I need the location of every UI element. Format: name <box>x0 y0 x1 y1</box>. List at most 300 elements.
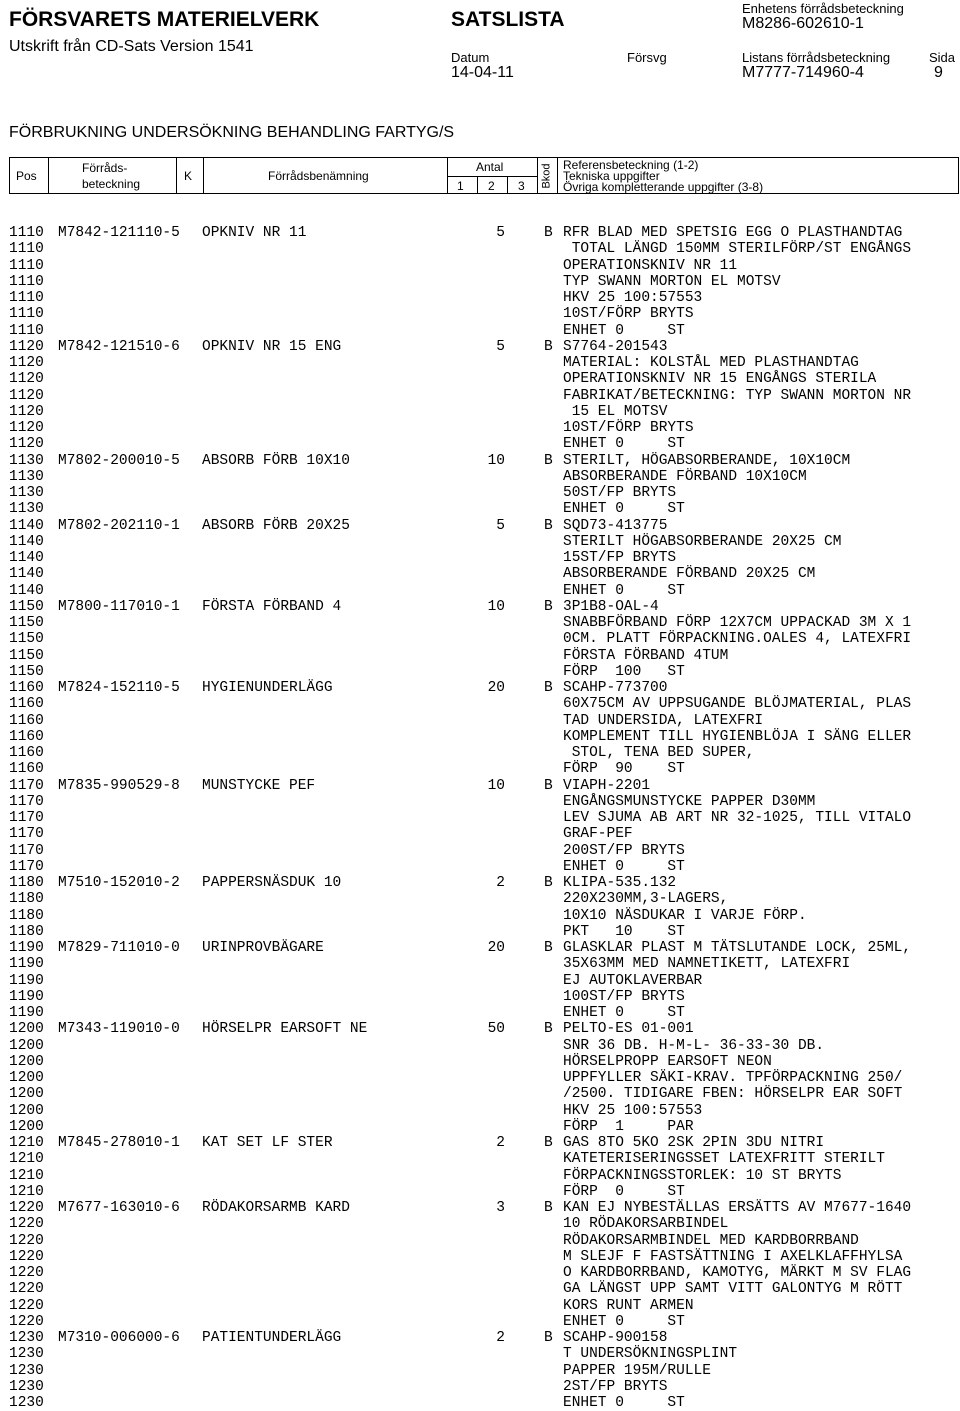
row-pos: 1160 <box>9 761 44 778</box>
table-row <box>9 518 959 534</box>
row-referens: PELTO-ES 01-001 <box>563 1021 694 1038</box>
row-pos: 1110 <box>9 257 44 274</box>
row-beteckning: M7835-990529-8 <box>58 777 180 794</box>
row-pos: 1190 <box>9 1005 44 1021</box>
row-referens: STERILT, HÖGABSORBERANDE, 10X10CM <box>563 452 851 469</box>
row-benamning: FÖRSTA FÖRBAND 4 <box>202 598 342 615</box>
row-pos: 1220 <box>9 1216 44 1233</box>
row-pos: 1130 <box>9 485 44 501</box>
row-referens: 35X63MM MED NAMNETIKETT, LATEXFRI <box>563 956 851 973</box>
row-pos: 1220 <box>9 1232 44 1249</box>
table-row <box>9 290 959 306</box>
row-referens: ENHET 0 ST <box>563 322 685 339</box>
table-row <box>9 956 959 972</box>
table-row <box>9 778 959 794</box>
row-referens: 15 EL MOTSV <box>563 403 668 420</box>
row-pos: 1200 <box>9 1021 44 1038</box>
row-antal: 10 <box>487 452 505 469</box>
row-antal: 5 <box>496 225 505 241</box>
row-beteckning: M7842-121110-5 <box>58 225 180 241</box>
row-pos: 1120 <box>9 420 44 436</box>
row-referens: SNABBFÖRBAND FÖRP 12X7CM UPPACKAD 3M X 1 <box>563 615 912 631</box>
row-bkod: B <box>544 1200 553 1216</box>
row-referens: 10 RÖDAKORSARBINDEL <box>563 1216 729 1233</box>
table-row <box>9 1265 959 1281</box>
row-pos: 1200 <box>9 1102 44 1119</box>
table-row <box>9 1103 959 1119</box>
table-row <box>9 534 959 550</box>
row-referens: 200ST/FP BRYTS <box>563 842 685 859</box>
page-label: Sida <box>929 50 956 65</box>
table-row <box>9 1038 959 1054</box>
row-pos: 1180 <box>9 891 44 908</box>
table-row <box>9 1200 959 1216</box>
row-referens: FABRIKAT/BETECKNING: TYP SWANN MORTON NR <box>563 387 912 404</box>
row-pos: 1110 <box>9 290 44 306</box>
row-referens: UPPFYLLER SÄKI-KRAV. TPFÖRPACKNING 250/ <box>563 1070 903 1086</box>
table-row <box>9 241 959 257</box>
row-pos: 1120 <box>9 387 44 404</box>
row-referens: OPERATIONSKNIV NR 11 <box>563 257 738 274</box>
row-referens: 100ST/FP BRYTS <box>563 988 685 1005</box>
row-referens: ENGÅNGSMUNSTYCKE PAPPER D30MM <box>563 793 816 810</box>
table-row <box>9 1119 959 1135</box>
row-pos: 1190 <box>9 956 44 973</box>
row-beteckning: M7343-119010-0 <box>58 1021 180 1038</box>
row-referens: PKT 10 ST <box>563 923 685 940</box>
list-value: M7777-714960-4 <box>742 64 864 81</box>
row-referens: 10ST/FÖRP BRYTS <box>563 306 694 323</box>
row-bkod: B <box>544 598 553 615</box>
table-row <box>9 745 959 761</box>
table-row <box>9 258 959 274</box>
row-pos: 1170 <box>9 777 44 794</box>
table-row <box>9 371 959 387</box>
row-pos: 1170 <box>9 810 44 826</box>
row-bkod: B <box>544 940 553 956</box>
row-benamning: PATIENTUNDERLÄGG <box>202 1330 342 1346</box>
row-referens: ENHET 0 ST <box>563 501 685 518</box>
row-benamning: HYGIENUNDERLÄGG <box>202 680 333 696</box>
row-benamning: ABSORB FÖRB 10X10 <box>202 452 350 469</box>
row-referens: ENHET 0 ST <box>563 436 685 453</box>
row-pos: 1130 <box>9 501 44 518</box>
table-row <box>9 1135 959 1151</box>
row-pos: 1200 <box>9 1086 44 1103</box>
col-antal-2: 2 <box>488 179 495 193</box>
table-row <box>9 1168 959 1184</box>
table-row <box>9 453 959 469</box>
row-pos: 1150 <box>9 631 44 648</box>
row-referens: FÖRP 100 ST <box>563 663 685 680</box>
row-referens: KLIPA-535.132 <box>563 875 677 891</box>
unit-value: M8286-602610-1 <box>742 15 864 32</box>
row-referens: 50ST/FP BRYTS <box>563 485 677 501</box>
row-pos: 1230 <box>9 1346 44 1363</box>
row-referens: GA LÄNGST UPP SAMT VITT GALONTYG M RÖTT <box>563 1281 903 1298</box>
row-bkod: B <box>544 1135 553 1151</box>
table-row <box>9 566 959 582</box>
row-referens: VIAPH-2201 <box>563 777 651 794</box>
row-referens: OPERATIONSKNIV NR 15 ENGÅNGS STERILA <box>563 371 877 388</box>
col-beteckning-line1: Förråds- <box>82 161 128 175</box>
row-pos: 1160 <box>9 745 44 761</box>
table-row <box>9 1395 959 1411</box>
row-pos: 1190 <box>9 988 44 1005</box>
row-referens: ABSORBERANDE FÖRBAND 10X10CM <box>563 468 807 485</box>
table-row <box>9 339 959 355</box>
row-pos: 1160 <box>9 696 44 713</box>
table-row <box>9 388 959 404</box>
row-referens: EJ AUTOKLAVERBAR <box>563 972 703 989</box>
row-referens: ENHET 0 ST <box>563 858 685 875</box>
row-antal: 20 <box>487 940 505 956</box>
row-beteckning: M7310-006000-6 <box>58 1330 180 1346</box>
row-antal: 5 <box>496 517 505 534</box>
row-pos: 1210 <box>9 1151 44 1168</box>
row-antal: 20 <box>487 680 505 696</box>
table-row <box>9 1021 959 1037</box>
table-row <box>9 420 959 436</box>
row-benamning: OPKNIV NR 15 ENG <box>202 338 342 355</box>
table-row <box>9 599 959 615</box>
col-antal-3: 3 <box>518 179 525 193</box>
table-row <box>9 891 959 907</box>
table-row <box>9 1216 959 1232</box>
table-row <box>9 696 959 712</box>
row-referens: M SLEJF F FASTSÄTTNING I AXELKLAFFHYLSA <box>563 1248 903 1265</box>
row-pos: 1160 <box>9 728 44 745</box>
row-referens: 10X10 NÄSDUKAR I VARJE FÖRP. <box>563 907 807 924</box>
row-referens: ABSORBERANDE FÖRBAND 20X25 CM <box>563 566 816 583</box>
table-row <box>9 859 959 875</box>
table-row <box>9 274 959 290</box>
row-referens: ENHET 0 ST <box>563 1005 685 1021</box>
row-antal: 3 <box>496 1200 505 1216</box>
row-beteckning: M7802-202110-1 <box>58 517 180 534</box>
table-row <box>9 843 959 859</box>
row-bkod: B <box>544 338 553 355</box>
row-referens: GLASKLAR PLAST M TÄTSLUTANDE LOCK, 25ML, <box>563 940 912 956</box>
col-ref1: Referensbeteckning (1-2) <box>563 158 699 172</box>
row-pos: 1120 <box>9 436 44 453</box>
row-pos: 1170 <box>9 793 44 810</box>
row-benamning: ABSORB FÖRB 20X25 <box>202 517 350 534</box>
page-number: 9 <box>934 64 943 81</box>
row-referens: FÖRP 1 PAR <box>563 1118 694 1135</box>
row-referens: TYP SWANN MORTON EL MOTSV <box>563 273 781 290</box>
row-pos: 1200 <box>9 1118 44 1135</box>
row-pos: 1110 <box>9 322 44 339</box>
row-referens: 3P1B8-OAL-4 <box>563 598 659 615</box>
row-pos: 1200 <box>9 1037 44 1054</box>
table-row <box>9 729 959 745</box>
row-bkod: B <box>544 1021 553 1038</box>
table-row <box>9 826 959 842</box>
row-referens: FÖRP 0 ST <box>563 1183 685 1200</box>
row-pos: 1220 <box>9 1248 44 1265</box>
row-beteckning: M7824-152110-5 <box>58 680 180 696</box>
table-row <box>9 875 959 891</box>
row-pos: 1230 <box>9 1362 44 1379</box>
row-referens: RÖDAKORSARMBINDEL MED KARDBORRBAND <box>563 1232 859 1249</box>
row-referens: FÖRPACKNINGSSTORLEK: 10 ST BRYTS <box>563 1167 842 1184</box>
row-referens: LEV SJUMA AB ART NR 32-1025, TILL VITALO <box>563 810 912 826</box>
row-referens: KAN EJ NYBESTÄLLAS ERSÄTTS AV M7677-1640 <box>563 1200 912 1216</box>
table-row <box>9 973 959 989</box>
table-row <box>9 469 959 485</box>
row-pos: 1210 <box>9 1183 44 1200</box>
table-row <box>9 1298 959 1314</box>
table-row <box>9 485 959 501</box>
row-referens: GAS 8TO 5KO 2SK 2PIN 3DU NITRI <box>563 1135 825 1151</box>
row-referens: FÖRSTA FÖRBAND 4TUM <box>563 647 729 664</box>
row-pos: 1170 <box>9 826 44 843</box>
row-referens: ENHET 0 ST <box>563 1313 685 1330</box>
row-pos: 1220 <box>9 1200 44 1216</box>
col-pos: Pos <box>16 169 37 183</box>
row-pos: 1170 <box>9 858 44 875</box>
row-bkod: B <box>544 225 553 241</box>
row-referens: HKV 25 100:57553 <box>563 290 703 306</box>
row-beteckning: M7842-121510-6 <box>58 338 180 355</box>
table-row <box>9 1005 959 1021</box>
row-referens: O KARDBORRBAND, KAMOTYG, MÄRKT M SV FLAG <box>563 1265 912 1281</box>
row-referens: TOTAL LÄNGD 150MM STERILFÖRP/ST ENGÅNGS <box>563 241 912 258</box>
row-referens: TAD UNDERSIDA, LATEXFRI <box>563 712 764 729</box>
row-pos: 1140 <box>9 550 44 566</box>
col-bkod: Bkod <box>540 163 553 189</box>
row-pos: 1150 <box>9 615 44 631</box>
row-pos: 1150 <box>9 663 44 680</box>
row-pos: 1230 <box>9 1395 44 1411</box>
row-pos: 1110 <box>9 273 44 290</box>
row-pos: 1130 <box>9 468 44 485</box>
row-pos: 1120 <box>9 371 44 388</box>
row-referens: ENHET 0 ST <box>563 582 685 599</box>
row-bkod: B <box>544 517 553 534</box>
section-title: FÖRBRUKNING UNDERSÖKNING BEHANDLING FARTYG/S <box>9 124 455 141</box>
table-row <box>9 225 959 241</box>
row-benamning: HÖRSELPR EARSOFT NE <box>202 1021 368 1038</box>
row-pos: 1130 <box>9 452 44 469</box>
col-antal-1: 1 <box>457 179 464 193</box>
col-benamning: Förrådsbenämning <box>268 169 369 183</box>
table-row <box>9 1249 959 1265</box>
row-pos: 1230 <box>9 1330 44 1346</box>
table-row <box>9 1363 959 1379</box>
table-row <box>9 306 959 322</box>
table-row <box>9 1346 959 1362</box>
row-antal: 5 <box>496 338 505 355</box>
row-benamning: URINPROVBÄGARE <box>202 940 324 956</box>
row-referens: S7764-201543 <box>563 338 668 355</box>
row-bkod: B <box>544 1330 553 1346</box>
row-beteckning: M7677-163010-6 <box>58 1200 180 1216</box>
col-antal: Antal <box>476 160 504 174</box>
table-row <box>9 713 959 729</box>
row-pos: 1190 <box>9 972 44 989</box>
row-pos: 1120 <box>9 355 44 371</box>
row-referens: 0CM. PLATT FÖRPACKNING.OALES 4, LATEXFRI <box>563 631 912 648</box>
row-pos: 1230 <box>9 1378 44 1395</box>
subtitle: Utskrift från CD-Sats Version 1541 <box>9 38 254 55</box>
row-pos: 1200 <box>9 1070 44 1086</box>
table-row <box>9 1314 959 1330</box>
row-referens: T UNDERSÖKNINGSPLINT <box>563 1346 738 1363</box>
row-antal: 2 <box>496 1135 505 1151</box>
row-pos: 1120 <box>9 403 44 420</box>
row-benamning: PAPPERSNÄSDUK 10 <box>202 875 342 891</box>
row-referens: STOL, TENA BED SUPER, <box>563 745 755 761</box>
table-row <box>9 355 959 371</box>
col-bkod-cell <box>538 158 558 194</box>
table-row <box>9 810 959 826</box>
row-pos: 1160 <box>9 712 44 729</box>
row-bkod: B <box>544 777 553 794</box>
table-row <box>9 761 959 777</box>
table-row <box>9 680 959 696</box>
row-antal: 2 <box>496 1330 505 1346</box>
table-row <box>9 1054 959 1070</box>
row-referens: KORS RUNT ARMEN <box>563 1297 694 1314</box>
table-row <box>9 1070 959 1086</box>
row-pos: 1200 <box>9 1053 44 1070</box>
row-pos: 1220 <box>9 1313 44 1330</box>
row-benamning: MUNSTYCKE PEF <box>202 777 316 794</box>
table-row <box>9 924 959 940</box>
table-row <box>9 583 959 599</box>
row-referens: 2ST/FP BRYTS <box>563 1378 668 1395</box>
table-row <box>9 1151 959 1167</box>
row-pos: 1140 <box>9 517 44 534</box>
row-referens: /2500. TIDIGARE FBEN: HÖRSELPR EAR SOFT <box>563 1086 903 1103</box>
row-referens: STERILT HÖGABSORBERANDE 20X25 CM <box>563 533 842 550</box>
row-pos: 1220 <box>9 1297 44 1314</box>
col-beteckning-line2: beteckning <box>82 177 141 191</box>
row-referens: PAPPER 195M/RULLE <box>563 1362 711 1379</box>
table-row <box>9 989 959 1005</box>
row-referens: MATERIAL: KOLSTÅL MED PLASTHANDTAG <box>563 355 859 371</box>
row-benamning: OPKNIV NR 11 <box>202 225 307 241</box>
row-beteckning: M7510-152010-2 <box>58 875 180 891</box>
row-pos: 1150 <box>9 647 44 664</box>
row-pos: 1140 <box>9 582 44 599</box>
row-pos: 1160 <box>9 680 44 696</box>
item-list <box>9 225 959 1411</box>
row-pos: 1110 <box>9 225 44 241</box>
row-beteckning: M7845-278010-1 <box>58 1135 180 1151</box>
table-row <box>9 794 959 810</box>
col-ref2: Tekniska uppgifter <box>563 169 660 183</box>
row-pos: 1110 <box>9 306 44 323</box>
table-row <box>9 501 959 517</box>
row-referens: SQD73-413775 <box>563 517 668 534</box>
table-row <box>9 940 959 956</box>
row-referens: FÖRP 90 ST <box>563 761 685 778</box>
row-bkod: B <box>544 875 553 891</box>
list-label: Listans förrådsbeteckning <box>742 50 891 65</box>
row-pos: 1180 <box>9 923 44 940</box>
row-pos: 1190 <box>9 940 44 956</box>
row-referens: 60X75CM AV UPPSUGANDE BLÖJMATERIAL, PLAS <box>563 696 912 713</box>
row-referens: RFR BLAD MED SPETSIG EGG O PLASTHANDTAG <box>563 225 903 241</box>
table-row <box>9 908 959 924</box>
row-benamning: RÖDAKORSARMB KARD <box>202 1200 350 1216</box>
doc-type: SATSLISTA <box>451 8 565 31</box>
org-title: FÖRSVARETS MATERIELVERK <box>9 8 320 31</box>
row-pos: 1140 <box>9 533 44 550</box>
row-pos: 1220 <box>9 1281 44 1298</box>
row-beteckning: M7800-117010-1 <box>58 598 180 615</box>
unit-label: Enhetens förrådsbeteckning <box>742 1 904 16</box>
table-row <box>9 323 959 339</box>
row-antal: 50 <box>487 1021 505 1038</box>
column-header <box>9 157 959 194</box>
table-row <box>9 1233 959 1249</box>
row-beteckning: M7802-200010-5 <box>58 452 180 469</box>
table-row <box>9 631 959 647</box>
table-row <box>9 1086 959 1102</box>
table-row <box>9 404 959 420</box>
table-row <box>9 1330 959 1346</box>
row-pos: 1210 <box>9 1167 44 1184</box>
row-beteckning: M7829-711010-0 <box>58 940 180 956</box>
row-bkod: B <box>544 680 553 696</box>
table-row <box>9 648 959 664</box>
row-pos: 1170 <box>9 842 44 859</box>
forsvg-label: Försvg <box>627 50 667 65</box>
row-referens: SCAHP-900158 <box>563 1330 668 1346</box>
row-referens: SCAHP-773700 <box>563 680 668 696</box>
row-pos: 1150 <box>9 598 44 615</box>
row-referens: ENHET 0 ST <box>563 1395 685 1411</box>
row-referens: HKV 25 100:57553 <box>563 1102 703 1119</box>
row-referens: KATETERISERINGSSET LATEXFRITT STERILT <box>563 1151 885 1168</box>
row-pos: 1180 <box>9 907 44 924</box>
table-row <box>9 615 959 631</box>
row-referens: HÖRSELPROPP EARSOFT NEON <box>563 1053 772 1070</box>
row-pos: 1140 <box>9 566 44 583</box>
row-referens: 15ST/FP BRYTS <box>563 550 677 566</box>
row-pos: 1210 <box>9 1135 44 1151</box>
row-bkod: B <box>544 452 553 469</box>
table-row <box>9 1281 959 1297</box>
row-antal: 10 <box>487 777 505 794</box>
date-value: 14-04-11 <box>451 64 514 81</box>
row-referens: 10ST/FÖRP BRYTS <box>563 420 694 436</box>
row-referens: KOMPLEMENT TILL HYGIENBLÖJA I SÄNG ELLER <box>563 728 912 745</box>
table-row <box>9 1184 959 1200</box>
row-pos: 1180 <box>9 875 44 891</box>
date-label: Datum <box>451 50 490 65</box>
row-referens: SNR 36 DB. H-M-L- 36-33-30 DB. <box>563 1037 825 1054</box>
row-antal: 2 <box>496 875 505 891</box>
col-k: K <box>184 169 193 183</box>
row-referens: GRAF-PEF <box>563 826 633 843</box>
row-pos: 1120 <box>9 338 44 355</box>
row-referens: 220X230MM,3-LAGERS, <box>563 891 729 908</box>
row-pos: 1110 <box>9 241 44 258</box>
table-row <box>9 436 959 452</box>
table-row <box>9 550 959 566</box>
row-pos: 1220 <box>9 1265 44 1281</box>
col-ref3: Övriga kompletterande uppgifter (3-8) <box>563 180 764 194</box>
table-row <box>9 664 959 680</box>
row-benamning: KAT SET LF STER <box>202 1135 333 1151</box>
table-row <box>9 1379 959 1395</box>
row-antal: 10 <box>487 598 505 615</box>
